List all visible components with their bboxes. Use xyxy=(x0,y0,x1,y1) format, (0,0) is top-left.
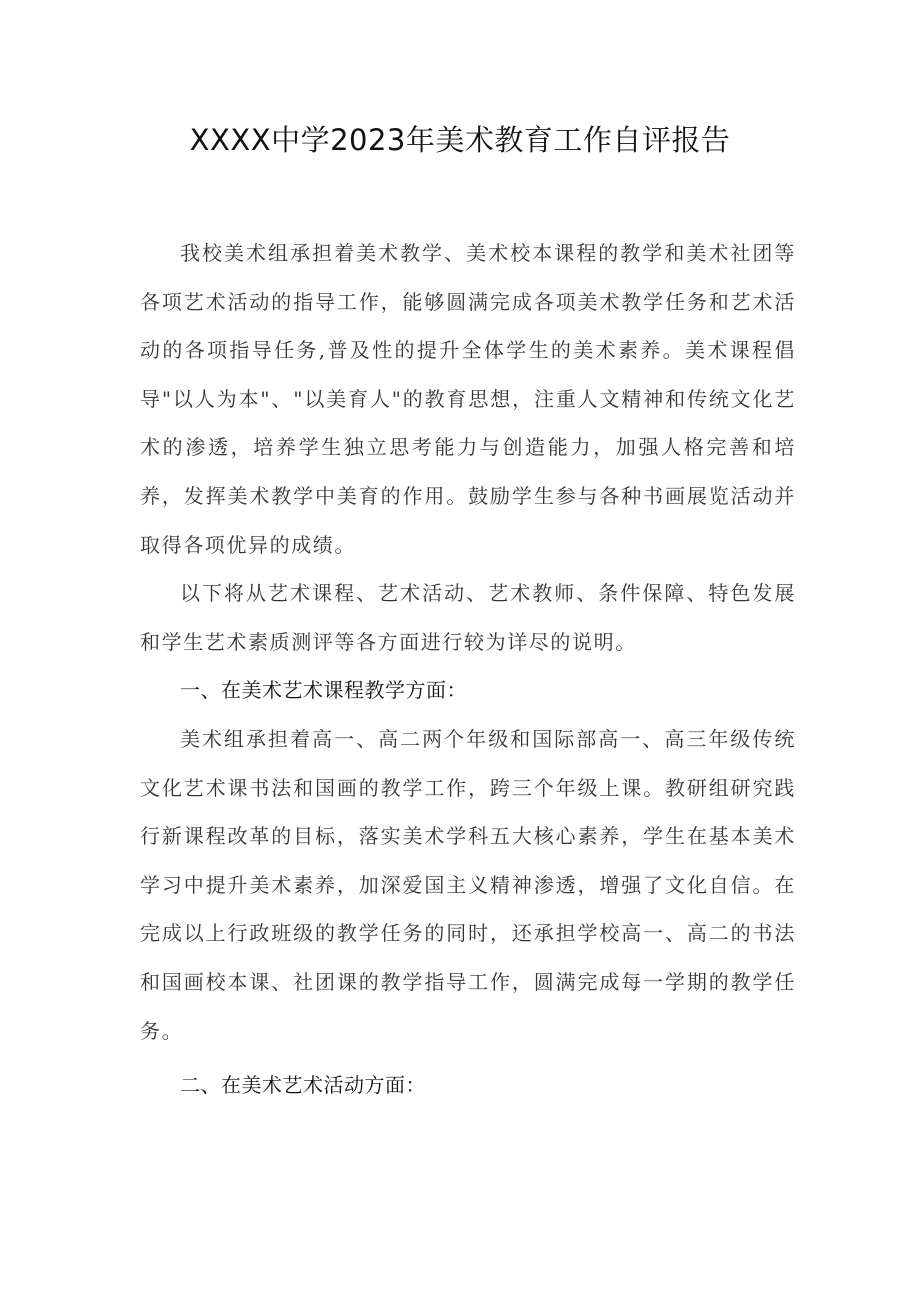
section-paragraph-curriculum: 美术组承担着高一、高二两个年级和国际部高一、高三年级传统文化艺术课书法和国画的教学工作，跨三个年级上课。教研组研究践行新课程改革的目标，落实美术学科五大核心素养，学生在基本美术学习中提升美术素养，加深爱国主义精神渗透，增强了文化自信。在完成以上行政班级的教学任务的同时，还承担学校高一、高二的书法和国画校本课、社团课的教学指导工作，圆满完成每一学期的教学任务。 xyxy=(140,726,796,1043)
section-heading-activities: 二、在美术艺术活动方面： xyxy=(180,1073,426,1098)
overview-paragraph: 以下将从艺术课程、艺术活动、艺术教师、条件保障、特色发展和学生艺术素质测评等各方面进行较为详尽的说明。 xyxy=(140,581,796,654)
document-body xyxy=(140,229,796,1110)
document-title: XXXX中学2023年美术教育工作自评报告 xyxy=(189,123,731,157)
section-heading-curriculum: 一、在美术艺术课程教学方面： xyxy=(180,678,467,703)
intro-paragraph: 我校美术组承担着美术教学、美术校本课程的教学和美术社团等各项艺术活动的指导工作，能够圆满完成各项美术教学任务和艺术活动的各项指导任务,普及性的提升全体学生的美术素养。美术课程倡导"以人为本"、"以美育人"的教育思想，注重人文精神和传统文化艺术的渗透，培养学生独立思考能力与创造能力，加强人格完善和培养，发挥美术教学中美育的作用。鼓励学生参与各种书画展览活动并取得各项优异的成绩。 xyxy=(140,241,796,557)
